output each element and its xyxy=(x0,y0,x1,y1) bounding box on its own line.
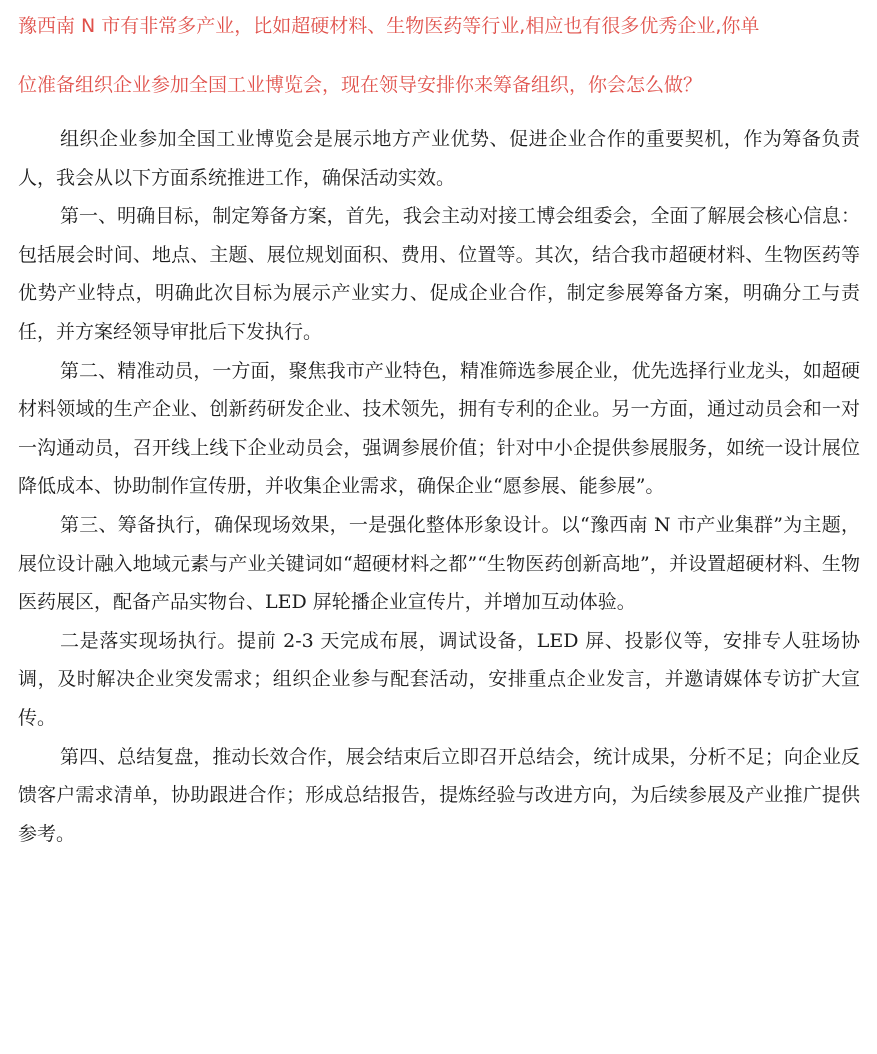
answer-paragraph-step-4: 第四、总结复盘，推动长效合作，展会结束后立即召开总结会，统计成果，分析不足；向企业反馈客户需求清单，协助跟进合作；形成总结报告，提炼经验与改进方向，为后续参展及产业推广提供参考。 xyxy=(18,745,860,845)
answer-paragraph-step-3a: 第三、筹备执行，确保现场效果，一是强化整体形象设计。以“豫西南 N 市产业集群”为主题，展位设计融入地域元素与产业关键词如“超硬材料之都”“生物医药创新高地”，并设置超硬材料、生物医药展区，配备产品实物台、LED 屏轮播企业宣传片，并增加互动体验。 xyxy=(18,513,860,614)
answer-paragraph-step-3b: 二是落实现场执行。提前 2-3 天完成布展，调试设备，LED 屏、投影仪等，安排专人驻场协调，及时解决企业突发需求；组织企业参与配套活动，安排重点企业发言，并邀请媒体专访扩大宣传。 xyxy=(18,629,860,729)
answer-paragraph-step-2: 第二、精准动员，一方面，聚焦我市产业特色，精准筛选参展企业，优先选择行业龙头，如超硬材料领域的生产企业、创新药研发企业、技术领先，拥有专利的企业。另一方面，通过动员会和一对一沟通动员，召开线上线下企业动员会，强调参展价值；针对中小企提供参展服务，如统一设计展位降低成本、协助制作宣传册，并收集企业需求，确保企业“愿参展、能参展”。 xyxy=(18,359,860,498)
answer-paragraph-intro: 组织企业参加全国工业博览会是展示地方产业优势、促进企业合作的重要契机，作为筹备负责人，我会从以下方面系统推进工作，确保活动实效。 xyxy=(18,128,860,189)
answer-paragraph-step-1: 第一、明确目标，制定筹备方案，首先，我会主动对接工博会组委会，全面了解展会核心信息：包括展会时间、地点、主题、展位规划面积、费用、位置等。其次，结合我市超硬材料、生物医药等优势产业特点，明确此次目标为展示产业实力、促成企业合作，制定参展筹备方案，明确分工与责任，并方案经领导审批后下发执行。 xyxy=(18,205,860,343)
question-line-1: 豫西南 N 市有非常多产业，比如超硬材料、生物医药等行业,相应也有很多优秀企业,你单 xyxy=(18,15,760,37)
answer-body xyxy=(18,120,860,853)
question-line-2: 位准备组织企业参加全国工业博览会，现在领导安排你来筹备组织，你会怎么做？ xyxy=(18,74,703,96)
